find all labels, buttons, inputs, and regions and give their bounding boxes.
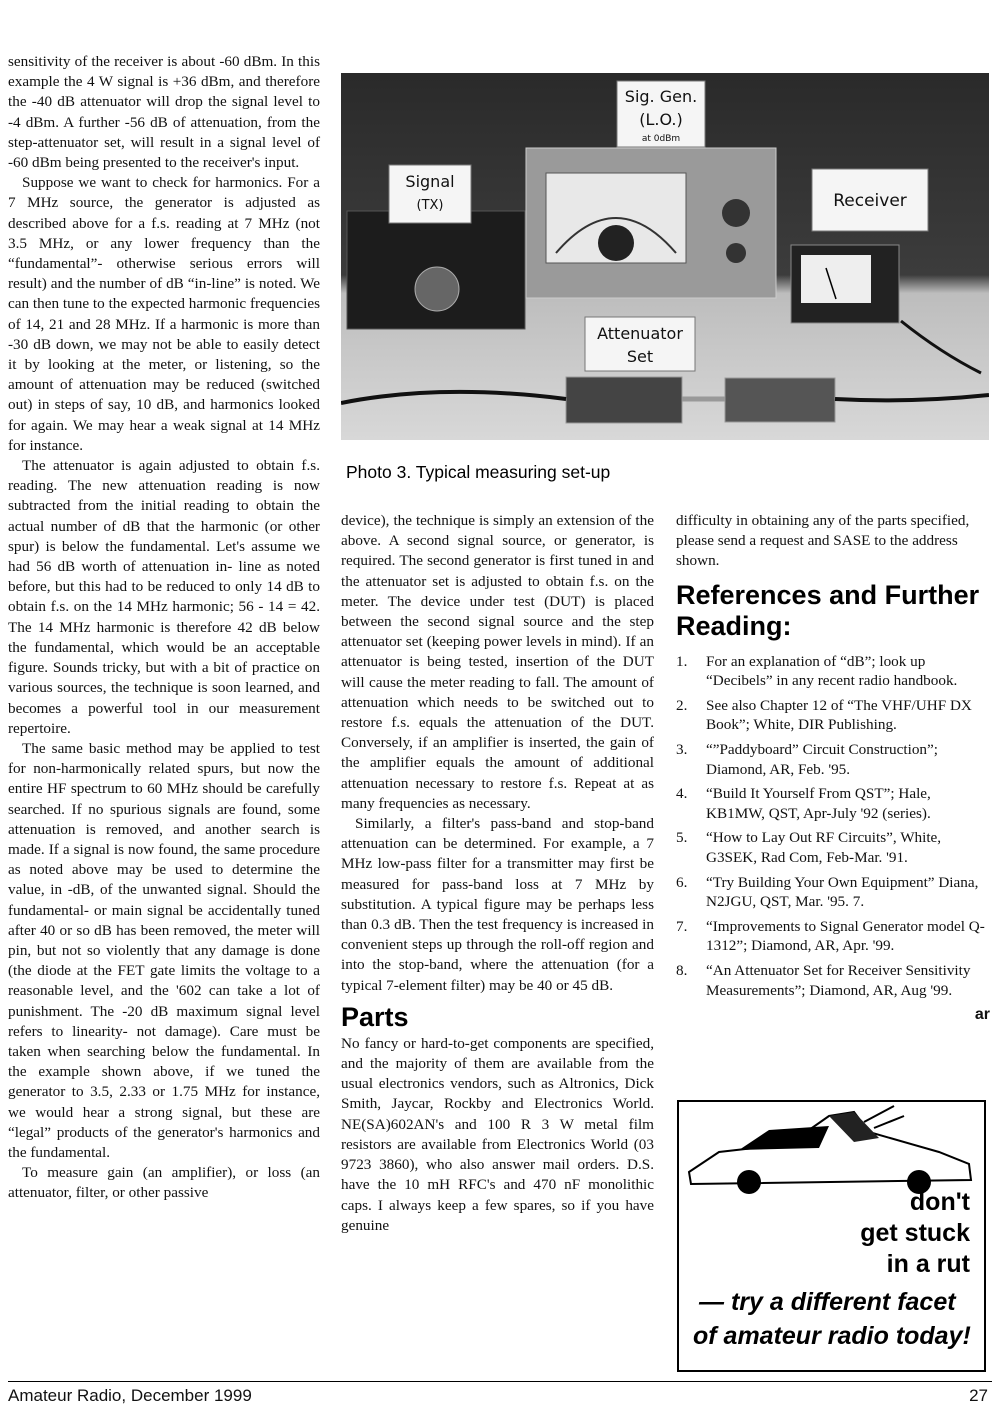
paragraph: device), the technique is simply an extension of the above. A second signal source, or generator, is required. The second generator is first tuned in and the attenuator set is adjusted to obtain f.s. on the meter. The device under test (DUT) is placed between the second signal source and the step attenuator set (keeping power levels in mind). If an attenuator is being tested, insertion of the DUT will cause the meter reading to fall. The amount of attenuation which needs to be switched out to restore f.s. equals the attenuation of the DUT. Conversely, if an amplifier is inserted, the gain of the amplifier equals the amount of additional attenuation necessary to restore f.s. Repeat at as many frequencies as necessary. xyxy=(341,512,654,812)
advert-line: in a rut xyxy=(886,1250,970,1278)
level-label: at 0dBm xyxy=(641,134,681,144)
photo-caption: Photo 3. Typical measuring set-up xyxy=(346,462,611,482)
measuring-setup-photo xyxy=(341,73,989,440)
reference-item: 6. “Try Building Your Own Equipment” Diana, N2JGU, QST, Mar. '95. 7. xyxy=(676,873,979,911)
paragraph: To measure gain (an amplifier), or loss (an attenuator, filter, or other passive xyxy=(8,1164,320,1202)
reference-item: 8. “An Attenuator Set for Receiver Sensitivity Measurements”; Diamond, AR, Aug '99. xyxy=(676,961,971,999)
references-list xyxy=(676,652,990,1001)
parts-heading: Parts xyxy=(341,1001,409,1032)
end-mark: ar xyxy=(974,1006,990,1024)
article-column-1 xyxy=(8,52,320,1204)
footer-publication: Amateur Radio, December 1999 xyxy=(8,1386,252,1405)
attenuator-box xyxy=(566,377,682,423)
reference-item: 1. For an explanation of “dB”; look up “Decibels” in any recent radio handbook. xyxy=(676,652,958,690)
reference-item: 2. See also Chapter 12 of “The VHF/UHF DX Book”; White, DIR Publishing. xyxy=(676,696,972,734)
attenuator-label: Attenuator xyxy=(597,324,683,343)
paragraph: difficulty in obtaining any of the parts specified, please send a request and SASE to the address shown. xyxy=(676,512,970,570)
reference-item: 3. “”Paddyboard” Circuit Construction”; Diamond, AR, Feb. '95. xyxy=(676,740,938,778)
reference-item: 7. “Improvements to Signal Generator model Q-1312”; Diamond, AR, Apr. '99. xyxy=(676,917,985,955)
paragraph: sensitivity of the receiver is about -60 dBm. In this example the 4 W signal is +36 dBm, and therefore the -40 dB attenuator will drop the signal level to -4 dBm. A further -56 dB of attenuation, from the step-attenuator set, will result in a signal level of -60 dBm being presented to the receiver's input. xyxy=(8,53,320,172)
references-heading: References and Further Reading: xyxy=(676,579,980,641)
paragraph: The attenuator is again adjusted to obtain f.s. reading. The new attenuation reading is now subtracted from the initial reading to obtain the actual number of dB that the harmonic (or other spur) is below the fundamental. Let's assume we had 56 dB worth of attenuation in- line as noted before, but this had to be reduced to only 14 dB to obtain f.s. on the 14 MHz harmonic; 56 - 14 = 42. The 14 MHz harmonic is therefore 42 dB below the fundamental, which would be an acceptable figure. Sounds tricky, but with a bit of practice on various sources, the technique is soon learned, and becomes a powerful tool in our measurement repertoire. xyxy=(8,457,320,737)
paragraph: Similarly, a filter's pass-band and stop-band attenuation can be determined. For example, a 7 MHz low-pass filter for a transmitter may first be measured for pass-band loss at 7 MHz by substitution. A typical figure may be perhaps less than 0.3 dB. Then the test frequency is increased in convenient steps up through the roll-off region and into the stop-band, where the attenuation (for a typical 7-element filter) may be 40 or 45 dB. xyxy=(341,815,654,994)
advert-line: — try a different facet xyxy=(699,1288,956,1316)
car-stuck-illustration xyxy=(679,1102,984,1202)
attenuator-box-2 xyxy=(725,378,835,422)
paragraph: The same basic method may be applied to test for non-harmonically related spurs, but now the entire HF spectrum to 60 MHz should be carefully searched. If no spurious signals are found, some attenuation is removed, and another search is made. If a signal is now found, the same procedure as noted above may be used to determine the value, in -dB, of the unwanted signal. Should the fundamental- or main signal be accidentally tuned after 40 or so dB has been removed, the meter will pin, but not so violently that any damage is done (the diode at the FET gate limits the voltage to a reasonable level, and the '602 can take a lot of punishment. The -20 dB maximum signal level refers to linearity- not damage). Care must be taken when searching below the fundamental. In the example shown above, if we tuned the generator to 3.5, 2.33 or 1.75 MHz for instance, we would hear a strong signal, but these are “legal” products of the generator's harmonics and the fundamental. xyxy=(8,739,320,1161)
advert-line: get stuck xyxy=(860,1219,970,1247)
footer-rule xyxy=(8,1381,992,1382)
advert-line: of amateur radio today! xyxy=(693,1322,971,1350)
signal-label: Signal xyxy=(405,172,455,191)
set-label: Set xyxy=(626,347,654,366)
lo-label: (L.O.) xyxy=(639,110,683,129)
sig-gen-label: Sig. Gen. xyxy=(624,87,698,106)
paragraph: Suppose we want to check for harmonics. For a 7 MHz source, the generator is adjusted as described above for a f.s. reading at 7 MHz (not 3.5 MHz, or any lower frequency than the “fundamental”- otherwise serious errors will result) and the number of dB “in-line” is noted. We can then tune to the expected harmonic frequencies of 14, 21 and 28 MHz. If a harmonic is more than -30 dB down, we may not be able to easily detect it by looking at the meter, or listening, so the amount of attenuation may be reduced (switched out) in steps of say, 10 dB, and harmonics looked for again. We may hear a weak signal at 14 MHz for instance. xyxy=(8,174,320,454)
page-number: 27 xyxy=(969,1386,988,1405)
receiver-label: Receiver xyxy=(833,191,907,211)
paragraph: No fancy or hard-to-get components are specified, and the majority of them are available from the usual electronics vendors, such as Altronics, Dick Smith, Jaycar, Rockby and Electronics World. NE(SA)602AN's and 100 R 3 W metal film resistors are available from Electronics World (03 9723 3860), who also answer mail orders. D.S. have the 10 mH RFC's and 470 nF monolithic caps. I always keep a few spares, so if you have genuine xyxy=(341,1034,654,1234)
article-column-2 xyxy=(341,511,654,1236)
advert-box xyxy=(677,1100,986,1372)
tx-label: (TX) xyxy=(416,198,444,213)
advert-line: don't xyxy=(909,1188,970,1216)
article-column-3 xyxy=(676,511,990,1025)
reference-item: 5. “How to Lay Out RF Circuits”, White, G3SEK, Rad Com, Feb-Mar. '91. xyxy=(676,829,942,866)
reference-item: 4. “Build It Yourself From QST”; Hale, KB1MW, QST, Apr-July '92 (series). xyxy=(676,785,931,822)
